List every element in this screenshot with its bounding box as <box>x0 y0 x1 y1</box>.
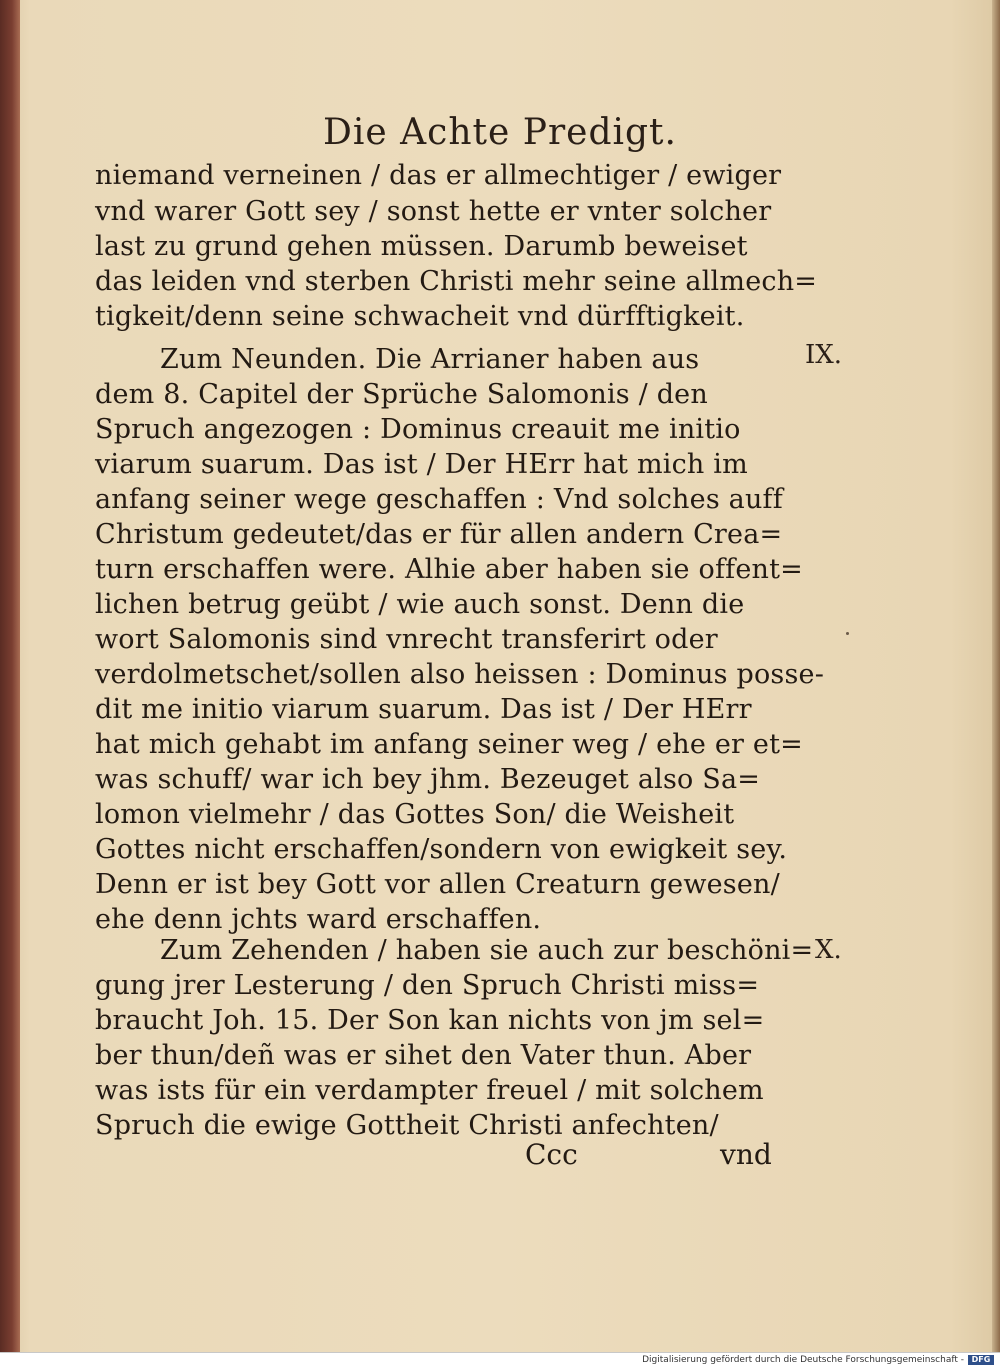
running-head: Die Achte Predigt. <box>323 112 677 153</box>
text-line: niemand verneinen / das er allmechtiger / ewiger <box>95 160 782 191</box>
text-line: Zum Zehenden / haben sie auch zur beschöni= <box>160 935 814 966</box>
margin-note-x: X. <box>815 935 842 965</box>
text-line: anfang seiner wege geschaffen : Vnd solches auff <box>95 484 783 515</box>
text-line: verdolmetschet/sollen also heissen : Dominus posse- <box>95 659 825 690</box>
text-line: ber thun/deñ was er sihet den Vater thun. Aber <box>95 1040 752 1071</box>
margin-note-ix: IX. <box>805 340 843 370</box>
text-line: vnd warer Gott sey / sonst hette er vnter solcher <box>95 196 772 227</box>
text-line: Gottes nicht erschaffen/sondern von ewigkeit sey. <box>95 834 788 865</box>
footer-credit: Digitalisierung gefördert durch die Deutsche Forschungsgemeinschaft - <box>642 1355 964 1365</box>
text-line: Denn er ist bey Gott vor allen Creaturn gewesen/ <box>95 869 780 900</box>
text-line: wort Salomonis sind vnrecht transferirt oder <box>95 624 718 655</box>
catchword: vnd <box>720 1138 772 1171</box>
text-line: was ists für ein verdampter freuel / mit solchem <box>95 1075 764 1106</box>
text-line: lichen betrug geübt / wie auch sonst. Denn die <box>95 589 745 620</box>
text-line: braucht Joh. 15. Der Son kan nichts von jm sel= <box>95 1005 765 1036</box>
text-line: ehe denn jchts ward erschaffen. <box>95 904 542 935</box>
text-line: lomon vielmehr / das Gottes Son/ die Weisheit <box>95 799 735 830</box>
text-line: was schuff/ war ich bey jhm. Bezeuget also Sa= <box>95 764 761 795</box>
text-line: viarum suarum. Das ist / Der HErr hat mich im <box>95 449 748 480</box>
book-cover-edge-left <box>0 0 20 1352</box>
text-line: last zu grund gehen müssen. Darumb beweiset <box>95 231 748 262</box>
text-line: dem 8. Capitel der Sprüche Salomonis / den <box>95 379 708 410</box>
text-line: tigkeit/denn seine schwacheit vnd dürfftigkeit. <box>95 301 745 332</box>
text-line: das leiden vnd sterben Christi mehr seine allmech= <box>95 266 818 297</box>
text-line: Spruch die ewige Gottheit Christi anfechten/ <box>95 1110 719 1141</box>
text-line: Spruch angezogen : Dominus creauit me initio <box>95 414 741 445</box>
page-edge-right <box>992 0 1000 1352</box>
digitization-footer <box>0 1352 1000 1368</box>
text-line: Zum Neunden. Die Arrianer haben aus <box>160 344 700 375</box>
dfg-logo[interactable]: DFG <box>968 1355 994 1365</box>
text-line: Christum gedeutet/das er für allen andern Crea= <box>95 519 783 550</box>
text-line: gung jrer Lesterung / den Spruch Christi miss= <box>95 970 760 1001</box>
text-line: dit me initio viarum suarum. Das ist / Der HErr <box>95 694 752 725</box>
signature-mark: Ccc <box>525 1138 578 1171</box>
text-line: hat mich gehabt im anfang seiner weg / ehe er et= <box>95 729 803 760</box>
paper-speck <box>846 632 849 635</box>
text-line: turn erschaffen were. Alhie aber haben sie offent= <box>95 554 803 585</box>
